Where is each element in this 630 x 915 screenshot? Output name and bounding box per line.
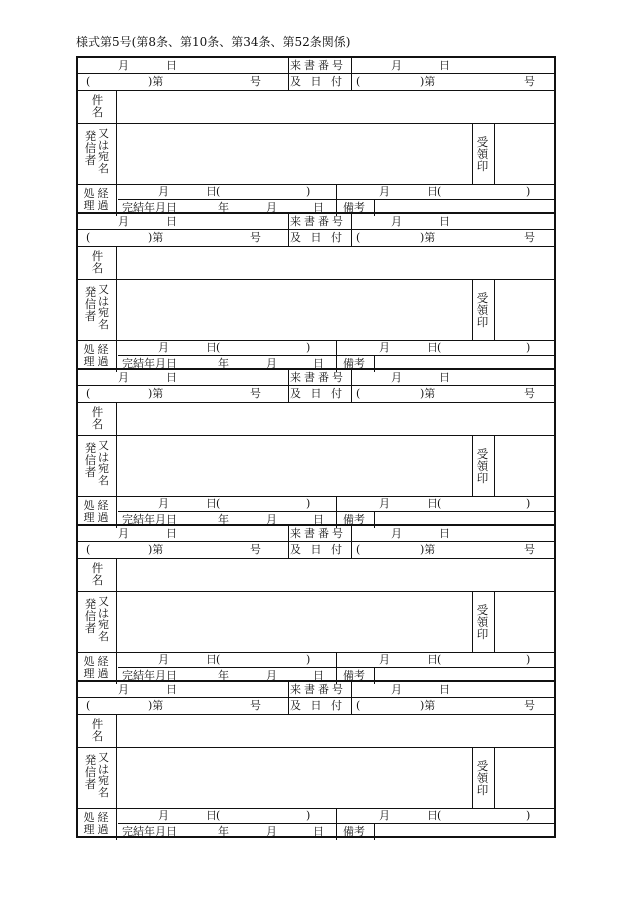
- kenmei-label: 件名: [91, 405, 104, 431]
- month-label: 月: [391, 215, 402, 228]
- oyobi-hizuke-label: 及 日 付: [290, 699, 345, 712]
- col-divider: [472, 435, 473, 496]
- paren-open: (: [437, 341, 442, 354]
- row-divider: [78, 279, 554, 280]
- col-divider: [116, 558, 117, 684]
- row-divider: [78, 73, 554, 74]
- paren-close: ): [526, 653, 531, 666]
- col-divider: [116, 714, 117, 840]
- day-label: 日: [313, 357, 324, 370]
- col-divider: [351, 370, 352, 402]
- col-divider: [288, 58, 289, 90]
- row-divider: [78, 714, 554, 715]
- paren-open: (: [86, 75, 91, 88]
- juryoin-label: 受領印: [476, 291, 489, 329]
- year-label: 年: [218, 357, 229, 370]
- keika-label: 経過: [97, 187, 109, 212]
- month-label: 月: [266, 357, 277, 370]
- year-label: 年: [218, 201, 229, 214]
- paren-open: (: [86, 543, 91, 556]
- col-divider: [336, 808, 337, 840]
- shori-label: 処理: [83, 655, 95, 680]
- day-label: 日: [206, 653, 217, 666]
- day-label: 日: [427, 185, 438, 198]
- dai-label: )第: [420, 387, 436, 400]
- paren-open: (: [86, 387, 91, 400]
- row-divider: [78, 808, 554, 809]
- raisho-bango-label: 来書番号: [290, 59, 346, 72]
- form-title: 様式第5号(第8条、第10条、第34条、第52条関係): [76, 35, 351, 49]
- col-divider: [374, 823, 375, 840]
- col-divider: [494, 747, 495, 808]
- col-divider: [288, 370, 289, 402]
- month-label: 月: [266, 201, 277, 214]
- hasshin-label: 発信者: [84, 753, 97, 791]
- row-divider: [78, 123, 554, 124]
- row-divider: [78, 246, 554, 247]
- paren-open: (: [86, 699, 91, 712]
- raisho-bango-label: 来書番号: [290, 215, 346, 228]
- paren-open: (: [437, 497, 442, 510]
- paren-open: (: [216, 653, 221, 666]
- day-label: 日: [427, 809, 438, 822]
- biko-label: 備考: [343, 201, 365, 214]
- col-divider: [472, 591, 473, 652]
- month-label: 月: [158, 497, 169, 510]
- raisho-bango-label: 来書番号: [290, 371, 346, 384]
- raisho-bango-label: 来書番号: [290, 527, 346, 540]
- dai-label: )第: [420, 75, 436, 88]
- day-label: 日: [313, 669, 324, 682]
- juryoin-label: 受領印: [476, 135, 489, 173]
- row-divider: [78, 229, 554, 230]
- keika-label: 経過: [97, 499, 109, 524]
- oyobi-hizuke-label: 及 日 付: [290, 75, 345, 88]
- year-label: 年: [218, 669, 229, 682]
- hasshin-label: 発信者: [84, 441, 97, 479]
- row-divider: [78, 402, 554, 403]
- day-label: 日: [427, 341, 438, 354]
- month-label: 月: [118, 371, 129, 384]
- month-label: 月: [158, 185, 169, 198]
- paren-open: (: [216, 809, 221, 822]
- gou-label: 号: [250, 543, 261, 556]
- keika-label: 経過: [97, 655, 109, 680]
- month-label: 月: [158, 341, 169, 354]
- day-label: 日: [439, 527, 450, 540]
- month-label: 月: [379, 341, 390, 354]
- gou-label: 号: [250, 387, 261, 400]
- day-label: 日: [427, 497, 438, 510]
- gou-label: 号: [524, 699, 535, 712]
- paren-close: ): [526, 497, 531, 510]
- day-label: 日: [439, 371, 450, 384]
- shori-label: 処理: [83, 343, 95, 368]
- dai-label: )第: [420, 543, 436, 556]
- day-label: 日: [439, 683, 450, 696]
- kenmei-label: 件名: [91, 561, 104, 587]
- row-divider: [78, 558, 554, 559]
- paren-close: ): [526, 185, 531, 198]
- paren-open: (: [216, 185, 221, 198]
- paren-open: (: [86, 231, 91, 244]
- month-label: 月: [391, 371, 402, 384]
- row-divider: [78, 90, 554, 91]
- paren-close: ): [526, 341, 531, 354]
- month-label: 月: [379, 653, 390, 666]
- paren-open: (: [356, 543, 361, 556]
- col-divider: [116, 402, 117, 528]
- atena-label: 又は宛名: [98, 595, 109, 643]
- atena-label: 又は宛名: [98, 283, 109, 331]
- col-divider: [116, 90, 117, 216]
- day-label: 日: [439, 215, 450, 228]
- oyobi-hizuke-label: 及 日 付: [290, 543, 345, 556]
- paren-open: (: [437, 809, 442, 822]
- col-divider: [351, 526, 352, 558]
- row-divider: [78, 591, 554, 592]
- gou-label: 号: [524, 231, 535, 244]
- kanketsu-label: 完結年月日: [122, 201, 177, 214]
- kanketsu-label: 完結年月日: [122, 669, 177, 682]
- paren-close: ): [306, 809, 311, 822]
- col-divider: [351, 214, 352, 246]
- month-label: 月: [266, 825, 277, 838]
- dai-label: )第: [420, 231, 436, 244]
- record-block: [76, 56, 556, 214]
- records-form: [76, 56, 556, 838]
- year-label: 年: [218, 825, 229, 838]
- row-divider: [78, 340, 554, 341]
- col-divider: [351, 58, 352, 90]
- paren-close: ): [306, 497, 311, 510]
- record-block: [76, 680, 556, 838]
- col-divider: [288, 214, 289, 246]
- row-divider: [78, 496, 554, 497]
- hasshin-label: 発信者: [84, 597, 97, 635]
- day-label: 日: [166, 683, 177, 696]
- raisho-bango-label: 来書番号: [290, 683, 346, 696]
- month-label: 月: [118, 215, 129, 228]
- day-label: 日: [313, 513, 324, 526]
- col-divider: [472, 279, 473, 340]
- hasshin-label: 発信者: [84, 129, 97, 167]
- paren-open: (: [356, 75, 361, 88]
- col-divider: [472, 123, 473, 184]
- dai-label: )第: [148, 699, 164, 712]
- day-label: 日: [166, 527, 177, 540]
- month-label: 月: [391, 527, 402, 540]
- dai-label: )第: [148, 75, 164, 88]
- oyobi-hizuke-label: 及 日 付: [290, 387, 345, 400]
- paren-close: ): [306, 341, 311, 354]
- gou-label: 号: [524, 75, 535, 88]
- col-divider: [116, 246, 117, 372]
- day-label: 日: [166, 215, 177, 228]
- gou-label: 号: [250, 231, 261, 244]
- record-block: [76, 212, 556, 370]
- paren-open: (: [356, 699, 361, 712]
- month-label: 月: [266, 669, 277, 682]
- row-divider: [78, 747, 554, 748]
- col-divider: [288, 682, 289, 714]
- paren-open: (: [216, 497, 221, 510]
- paren-open: (: [356, 387, 361, 400]
- keika-label: 経過: [97, 811, 109, 836]
- month-label: 月: [379, 497, 390, 510]
- month-label: 月: [379, 185, 390, 198]
- paren-open: (: [356, 231, 361, 244]
- paren-open: (: [216, 341, 221, 354]
- shori-label: 処理: [83, 811, 95, 836]
- month-label: 月: [118, 527, 129, 540]
- juryoin-label: 受領印: [476, 759, 489, 797]
- gou-label: 号: [250, 75, 261, 88]
- day-label: 日: [439, 59, 450, 72]
- biko-label: 備考: [343, 513, 365, 526]
- day-label: 日: [166, 371, 177, 384]
- month-label: 月: [158, 653, 169, 666]
- day-label: 日: [427, 653, 438, 666]
- biko-label: 備考: [343, 669, 365, 682]
- shori-label: 処理: [83, 187, 95, 212]
- day-label: 日: [313, 201, 324, 214]
- paren-open: (: [437, 185, 442, 198]
- kanketsu-label: 完結年月日: [122, 825, 177, 838]
- gou-label: 号: [524, 387, 535, 400]
- month-label: 月: [266, 513, 277, 526]
- shori-label: 処理: [83, 499, 95, 524]
- col-divider: [494, 591, 495, 652]
- atena-label: 又は宛名: [98, 439, 109, 487]
- juryoin-label: 受領印: [476, 603, 489, 641]
- month-label: 月: [118, 683, 129, 696]
- record-block: [76, 524, 556, 682]
- kanketsu-label: 完結年月日: [122, 513, 177, 526]
- row-divider: [78, 435, 554, 436]
- kanketsu-label: 完結年月日: [122, 357, 177, 370]
- atena-label: 又は宛名: [98, 751, 109, 799]
- dai-label: )第: [148, 387, 164, 400]
- col-divider: [472, 747, 473, 808]
- row-divider: [78, 652, 554, 653]
- paren-close: ): [306, 653, 311, 666]
- day-label: 日: [206, 497, 217, 510]
- day-label: 日: [313, 825, 324, 838]
- month-label: 月: [391, 59, 402, 72]
- biko-label: 備考: [343, 825, 365, 838]
- day-label: 日: [206, 341, 217, 354]
- oyobi-hizuke-label: 及 日 付: [290, 231, 345, 244]
- row-divider: [78, 541, 554, 542]
- month-label: 月: [379, 809, 390, 822]
- gou-label: 号: [250, 699, 261, 712]
- atena-label: 又は宛名: [98, 127, 109, 175]
- month-label: 月: [118, 59, 129, 72]
- paren-open: (: [437, 653, 442, 666]
- paren-close: ): [526, 809, 531, 822]
- col-divider: [288, 526, 289, 558]
- dai-label: )第: [148, 543, 164, 556]
- day-label: 日: [166, 59, 177, 72]
- row-divider: [78, 697, 554, 698]
- col-divider: [351, 682, 352, 714]
- keika-label: 経過: [97, 343, 109, 368]
- year-label: 年: [218, 513, 229, 526]
- month-label: 月: [158, 809, 169, 822]
- col-divider: [494, 435, 495, 496]
- kenmei-label: 件名: [91, 717, 104, 743]
- row-divider: [78, 385, 554, 386]
- paren-close: ): [306, 185, 311, 198]
- col-divider: [494, 279, 495, 340]
- month-label: 月: [391, 683, 402, 696]
- day-label: 日: [206, 185, 217, 198]
- hasshin-label: 発信者: [84, 285, 97, 323]
- col-divider: [494, 123, 495, 184]
- dai-label: )第: [148, 231, 164, 244]
- biko-label: 備考: [343, 357, 365, 370]
- row-divider: [78, 184, 554, 185]
- day-label: 日: [206, 809, 217, 822]
- dai-label: )第: [420, 699, 436, 712]
- gou-label: 号: [524, 543, 535, 556]
- kenmei-label: 件名: [91, 249, 104, 275]
- record-block: [76, 368, 556, 526]
- juryoin-label: 受領印: [476, 447, 489, 485]
- kenmei-label: 件名: [91, 93, 104, 119]
